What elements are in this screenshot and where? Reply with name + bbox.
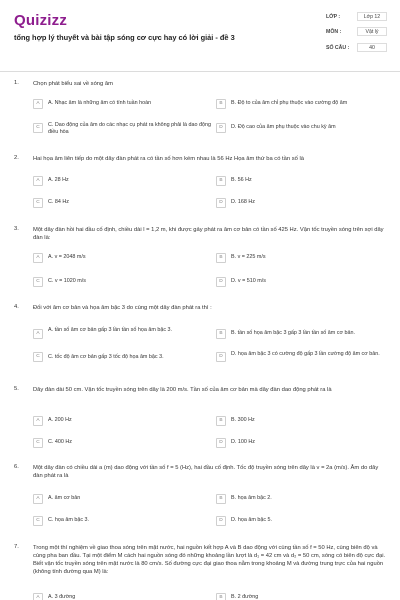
option-text: A. 3 đường bbox=[48, 594, 76, 600]
meta-label: LỚP : bbox=[326, 14, 341, 20]
question-text: Dây đàn dài 50 cm. Vận tốc truyền sóng trên dây là 200 m/s. Tần số của âm cơ bản mà dây đàn dao động phát ra là bbox=[33, 387, 332, 393]
option-text: D. Độ cao của âm phụ thuộc vào chu kỳ âm bbox=[231, 124, 336, 130]
option-text: B. họa âm bậc 2. bbox=[231, 495, 272, 501]
question-number: 7. bbox=[14, 544, 19, 550]
option-text: A. tần số âm cơ bản gấp 3 lần tần số họa âm bậc 3. bbox=[48, 327, 173, 333]
option-text: B. 2 đường bbox=[231, 594, 259, 600]
option-letter-box: A bbox=[33, 329, 43, 339]
option-letter-box: C bbox=[33, 198, 43, 208]
option-text: C. v = 1020 m/s bbox=[48, 278, 86, 284]
option-text: B. 300 Hz bbox=[231, 417, 255, 423]
meta-value: Lớp 12 bbox=[357, 12, 387, 21]
option-text: C. 400 Hz bbox=[48, 439, 72, 445]
meta-label: SỐ CÂU : bbox=[326, 45, 350, 51]
option-text: C. họa âm bậc 3. bbox=[48, 517, 90, 523]
option-letter-box: A bbox=[33, 253, 43, 263]
meta-value: Vật lý bbox=[357, 27, 387, 36]
option-text: D. 168 Hz bbox=[231, 199, 255, 205]
option-letter-box: C bbox=[33, 123, 43, 133]
option-text: B. v = 225 m/s bbox=[231, 254, 266, 260]
option-letter-box: D bbox=[216, 123, 226, 133]
question-text: Đối với âm cơ bản và họa âm bậc 3 do cùng một dây đàn phát ra thì : bbox=[33, 305, 212, 311]
option-letter-box: B bbox=[216, 176, 226, 186]
option-letter-box: A bbox=[33, 494, 43, 504]
question-text: Một dây đàn có chiều dài a (m) dao động với tần số f = 5 (Hz), hai đầu cố định. Tốc độ truyền sóng trên dây là v = 2a (m/s). Âm do dây đàn phát ra là bbox=[33, 465, 379, 479]
option-letter-box: B bbox=[216, 329, 226, 339]
option-letter-box: A bbox=[33, 416, 43, 426]
question-text: Hai họa âm liên tiếp do một dây đàn phát ra có tần số hơn kém nhau là 56 Hz Họa âm thứ ba có tần số là bbox=[33, 156, 304, 162]
question-number: 4. bbox=[14, 304, 19, 310]
option-text: A. 200 Hz bbox=[48, 417, 72, 423]
option-letter-box: C bbox=[33, 277, 43, 287]
option-letter-box: B bbox=[216, 416, 226, 426]
option-letter-box: C bbox=[33, 438, 43, 448]
option-text: A. 28 Hz bbox=[48, 177, 69, 183]
option-letter-box: D bbox=[216, 516, 226, 526]
option-text: C. Dao động của âm do các nhạc cụ phát ra không phải là dao động điều hòa bbox=[48, 122, 212, 136]
option-letter-box: D bbox=[216, 277, 226, 287]
question-number: 5. bbox=[14, 386, 19, 392]
option-letter-box: A bbox=[33, 99, 43, 109]
option-letter-box: C bbox=[33, 516, 43, 526]
option-text: D. v = 510 m/s bbox=[231, 278, 266, 284]
option-letter-box: D bbox=[216, 438, 226, 448]
option-letter-box: B bbox=[216, 253, 226, 263]
option-text: D. họa âm bậc 5. bbox=[231, 517, 273, 523]
option-text: B. Độ to của âm chỉ phụ thuộc vào cường độ âm bbox=[231, 100, 348, 106]
option-text: C. tốc độ âm cơ bản gấp 3 tốc độ họa âm bậc 3. bbox=[48, 354, 164, 360]
worksheet-title: tổng hợp lý thuyết và bài tập sóng cơ cực hay có lời giải - đề 3 bbox=[14, 33, 235, 42]
question-number: 6. bbox=[14, 464, 19, 470]
worksheet-header bbox=[0, 0, 400, 72]
option-letter-box: B bbox=[216, 99, 226, 109]
option-letter-box: A bbox=[33, 593, 43, 600]
option-text: A. Nhạc âm là những âm có tính tuần hoàn bbox=[48, 100, 152, 106]
question-number: 2. bbox=[14, 155, 19, 161]
option-text: A. v = 2048 m/s bbox=[48, 254, 86, 260]
option-text: C. 84 Hz bbox=[48, 199, 69, 205]
meta-label: MÔN : bbox=[326, 29, 342, 35]
question-number: 3. bbox=[14, 226, 19, 232]
option-text: B. 56 Hz bbox=[231, 177, 252, 183]
question-text: Trong một thí nghiệm về giao thoa sóng trên mặt nước, hai nguồn kết hợp A và B dao động với cùng tần số f = 50 Hz, cùng biên độ và cùng pha ban đầu. Tại một điểm M cách hai nguồn sóng đó những khoảng lần lượt là d₁ = 42 cm và d₂ = 50 cm, sóng có biên độ cực đại. Biết vận tốc truyền sóng trên mặt nước là 80 cm/s. Số đường cực đại giao thoa nằm trong khoảng M và đường trung trực của hai nguồn (không tính đường qua M) là: bbox=[33, 545, 386, 575]
option-letter-box: A bbox=[33, 176, 43, 186]
option-text: D. 100 Hz bbox=[231, 439, 255, 445]
option-letter-box: B bbox=[216, 494, 226, 504]
option-letter-box: B bbox=[216, 593, 226, 600]
option-text: A. âm cơ bản bbox=[48, 495, 81, 501]
meta-value: 40 bbox=[357, 43, 387, 52]
question-text: Chọn phát biểu sai về sóng âm bbox=[33, 81, 113, 87]
question-number: 1. bbox=[14, 80, 19, 86]
option-letter-box: D bbox=[216, 198, 226, 208]
option-text: B. tần số họa âm bậc 3 gấp 3 lần tần số âm cơ bản. bbox=[231, 330, 356, 336]
option-letter-box: C bbox=[33, 352, 43, 362]
option-letter-box: D bbox=[216, 352, 226, 362]
question-text: Một dây đàn hồi hai đầu cố định, chiều dài l = 1,2 m, khi được gảy phát ra âm cơ bản có tần số 425 Hz. Vận tốc truyền sóng trên sợi dây đàn là: bbox=[33, 227, 384, 241]
quizizz-logo: Quizizz bbox=[14, 12, 68, 29]
option-text: D. họa âm bậc 3 có cường độ gấp 3 lần cường độ âm cơ bản. bbox=[231, 351, 380, 357]
